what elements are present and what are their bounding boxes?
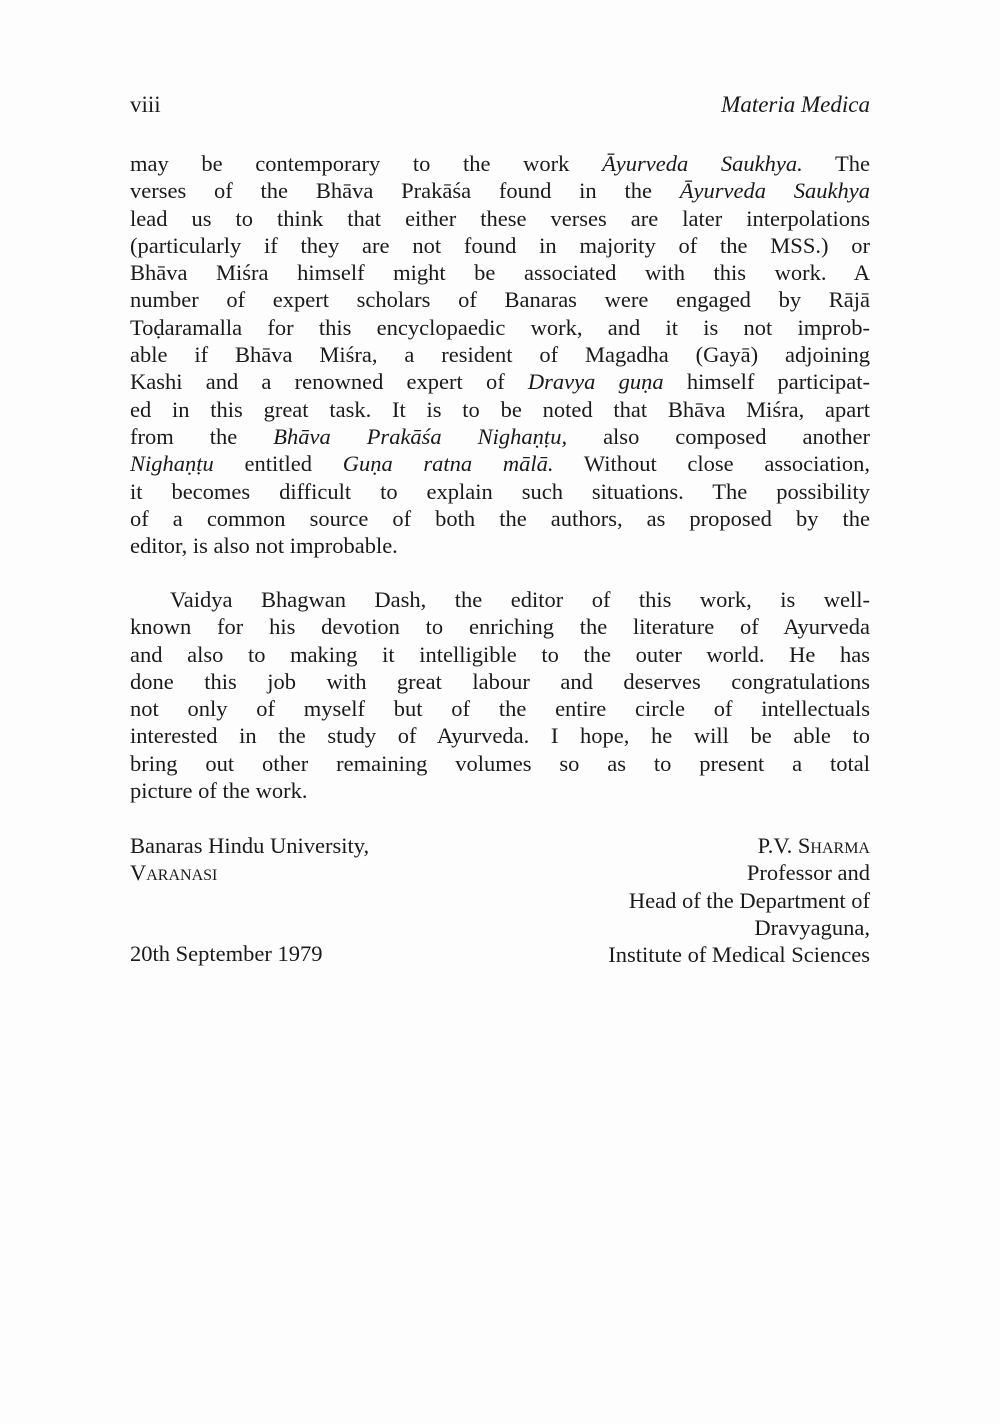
text-line — [130, 450, 870, 477]
text-span: not only of myself but of the entire circle of intellectuals — [130, 696, 870, 722]
text-span: interested in the study of Ayurveda. I hope, he will be able to — [130, 723, 870, 749]
text-span: of a common source of both the authors, as proposed by the — [130, 505, 870, 531]
text-span: and also to making it intelligible to the outer world. He has — [130, 641, 870, 667]
italic-text: Āyurveda Saukhya. — [602, 151, 803, 176]
text-line — [130, 586, 870, 613]
text-line — [130, 668, 870, 695]
author-title-line: Head of the Department of — [628, 887, 870, 913]
text-line — [130, 532, 870, 559]
text-span: (particularly if they are not found in majority of the MSS.) or — [130, 232, 870, 258]
text-line — [130, 396, 870, 423]
paragraph-1 — [130, 150, 870, 559]
text-line — [130, 259, 870, 286]
signature-author — [608, 832, 870, 968]
text-line — [130, 423, 870, 450]
text-span: number of expert scholars of Banaras were engaged by Rājā — [130, 287, 870, 313]
italic-text: Nighaṇṭu — [130, 451, 214, 477]
city-name: Varanasi — [130, 860, 218, 886]
text-span: done this job with great labour and deserves congratulations — [130, 668, 870, 694]
author-name: P.V. Sharma — [757, 833, 870, 858]
text-span: picture of the work. — [130, 778, 308, 804]
text-span: known for his devotion to enriching the literature of Ayurveda — [130, 614, 870, 640]
text-line — [130, 505, 870, 532]
italic-text: Dravya guṇa — [527, 369, 664, 395]
text-line — [130, 205, 870, 232]
text-span: verses of the Bhāva Prakāśa found in the — [130, 178, 680, 204]
text-line — [130, 341, 870, 368]
text-line — [130, 695, 870, 722]
text-line — [130, 722, 870, 749]
text-span: The — [802, 151, 871, 176]
text-span: bring out other remaining volumes so as to present a total — [130, 750, 870, 776]
text-line — [130, 177, 870, 204]
text-line — [130, 478, 870, 505]
text-span: Without close association, — [553, 451, 870, 477]
text-line — [130, 613, 870, 640]
italic-text: Bhāva Prakāśa Nighaṇṭu, — [273, 423, 568, 449]
text-span: Vaidya Bhagwan Dash, the editor of this work, is well- — [170, 587, 870, 612]
author-title-line: Dravyaguna, — [754, 914, 870, 940]
text-span: lead us to think that either these verses are later interpolations — [130, 205, 870, 231]
text-span: Bhāva Miśra himself might be associated with this work. A — [130, 260, 870, 286]
author-title-line: Institute of Medical Sciences — [608, 942, 870, 968]
text-span: himself participat- — [663, 369, 870, 395]
text-line — [130, 314, 870, 341]
text-line — [130, 777, 870, 804]
text-span: Kashi and a renowned expert of — [130, 369, 528, 395]
text-span: ed in this great task. It is to be noted that Bhāva Miśra, apart — [130, 396, 870, 422]
italic-text: Guṇa ratna mālā. — [342, 451, 554, 477]
text-span: also composed another — [567, 423, 870, 449]
text-line — [130, 750, 870, 777]
text-line — [130, 641, 870, 668]
text-span: Toḍaramalla for this encyclopaedic work, and it is not improb- — [130, 314, 870, 340]
text-span: from the — [130, 423, 274, 449]
author-title-line: Professor and — [746, 860, 870, 886]
text-line — [130, 150, 870, 177]
text-span: able if Bhāva Miśra, a resident of Magadha (Gayā) adjoining — [130, 342, 870, 368]
signature-place — [130, 832, 369, 887]
university-name: Banaras Hindu University, — [130, 833, 370, 858]
paragraph-2 — [130, 586, 870, 804]
text-span: editor, is also not improbable. — [130, 533, 398, 559]
text-span: entitled — [213, 451, 343, 477]
page-number: viii — [130, 92, 161, 117]
text-line — [130, 368, 870, 395]
text-line — [130, 286, 870, 313]
text-line — [130, 232, 870, 259]
text-span: it becomes difficult to explain such situations. The possibility — [130, 478, 870, 504]
text-span: may be contemporary to the work — [130, 151, 603, 176]
signature-date: 20th September 1979 — [130, 941, 323, 966]
italic-text: Āyurveda Saukhya — [679, 178, 870, 204]
running-title: Materia Medica — [721, 92, 870, 117]
